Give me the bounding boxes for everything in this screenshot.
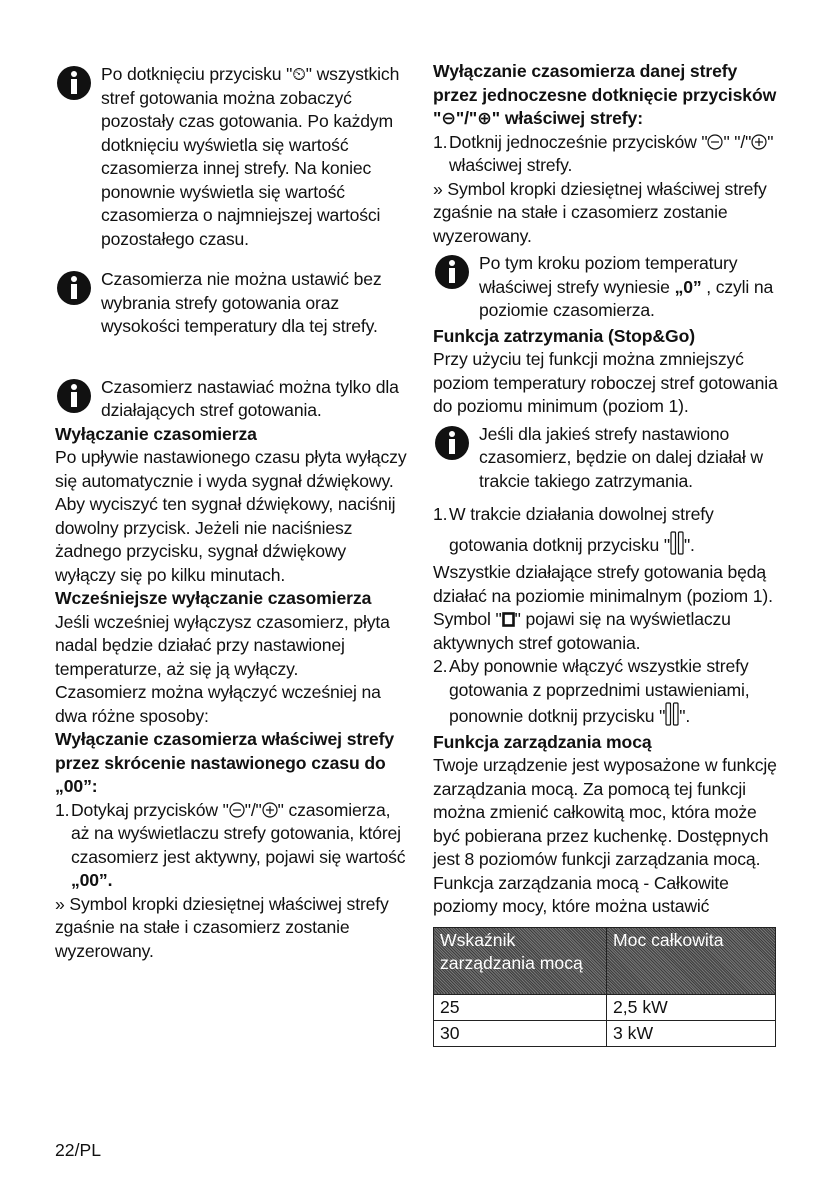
step-text: Aby ponownie włączyć wszystkie strefy gotowania z poprzednimi ustawieniami, ponownie dotknij przycisku " bbox=[449, 656, 750, 726]
step-1-shorten bbox=[55, 799, 407, 893]
power-table bbox=[433, 927, 776, 1047]
step-text: " "/" bbox=[723, 131, 752, 152]
info-icon bbox=[56, 65, 92, 101]
step-number: 2. bbox=[433, 656, 448, 676]
left-column bbox=[55, 60, 407, 963]
step-value: „00”. bbox=[71, 870, 113, 890]
heading-stop-go: Funkcja zatrzymania (Stop&Go) bbox=[433, 325, 696, 346]
minus-circle-icon bbox=[707, 134, 723, 150]
info-icon bbox=[434, 254, 470, 290]
heading-power-management: Funkcja zarządzania mocą bbox=[433, 731, 652, 752]
step-text: "/" bbox=[244, 799, 262, 820]
step-text: Dotykaj przycisków " bbox=[71, 799, 229, 820]
heading-timer-off: Wyłączanie czasomierza bbox=[55, 423, 257, 444]
table-cell: 30 bbox=[434, 1020, 607, 1046]
paragraph-power-levels: Funkcja zarządzania mocą - Całkowite poziomy mocy, które można ustawić bbox=[433, 872, 729, 916]
paragraph-part: " pojawi się na wyświetlaczu aktywnych stref gotowania. bbox=[433, 609, 731, 653]
page-number: 22/PL bbox=[55, 1140, 101, 1160]
plus-circle-icon bbox=[262, 802, 278, 818]
info-note-timer-zone bbox=[55, 268, 407, 339]
right-column bbox=[433, 60, 783, 1047]
heading-text: Wyłączanie czasomierza danej strefy przez jednoczesne dotknięcie przycisków "⊖"/"⊕" właściwej strefy: bbox=[433, 61, 777, 128]
step-1-stop-go bbox=[433, 499, 783, 561]
heading-simultaneous-touch bbox=[433, 60, 783, 131]
heading-early-off: Wcześniejsze wyłączanie czasomierza bbox=[55, 588, 372, 608]
info-note-level-zero bbox=[433, 252, 783, 323]
paragraph-part: Wszystkie działające strefy gotowania będą działać na poziomie minimalnym (poziom 1). Symbol " bbox=[433, 562, 773, 629]
info-note-timer-view bbox=[55, 63, 407, 251]
paragraph-power-management: Twoje urządzenie jest wyposażone w funkcję zarządzania mocą. Za pomocą tej funkcji można zmienić całkowitą moc, która może być pobierana przez kuchenkę. Dostępnych jest 8 poziomów funkcji zarządzania mocą. bbox=[433, 755, 777, 869]
step-number: 1. bbox=[55, 799, 70, 820]
paragraph-two-ways: Czasomierz można wyłączyć wcześniej na dwa różne sposoby: bbox=[55, 682, 381, 726]
note-text: Jeśli dla jakieś strefy nastawiono czasomierz, będzie on dalej działał w trakcie takiego zatrzymania. bbox=[479, 423, 763, 491]
paragraph-early-off: Jeśli wcześniej wyłączysz czasomierz, płyta nadal będzie działać przy nastawionej temperaturze, aż się ją wyłączy. bbox=[55, 611, 390, 679]
note-text bbox=[479, 252, 783, 323]
result-text: » Symbol kropki dziesiętnej właściwej strefy zgaśnie na stałe i czasomierz zostanie wyzerowany. bbox=[55, 893, 389, 961]
step-number: 1. bbox=[433, 131, 448, 152]
table-row bbox=[434, 1020, 776, 1046]
info-icon bbox=[434, 425, 470, 461]
note-text: Czasomierz nastawiać można tylko dla działających stref gotowania. bbox=[101, 376, 399, 420]
paragraph-min-level bbox=[433, 561, 783, 655]
note-text: Czasomierza nie można ustawić bez wybrania strefy gotowania oraz wysokości temperatury dla tej strefy. bbox=[101, 269, 382, 336]
stop-symbol-icon bbox=[502, 612, 515, 627]
info-icon bbox=[56, 270, 92, 306]
plus-circle-icon bbox=[751, 134, 767, 150]
note-text-part: , czyli na poziomie czasomierza. bbox=[479, 276, 774, 320]
table-cell: 25 bbox=[434, 994, 607, 1020]
result-text: » Symbol kropki dziesiętnej właściwej strefy zgaśnie na stałe i czasomierz zostanie wyzerowany. bbox=[433, 178, 767, 246]
minus-circle-icon bbox=[229, 802, 245, 818]
note-value: „0” bbox=[674, 276, 702, 297]
table-cell: 2,5 kW bbox=[607, 994, 776, 1020]
pause-key-icon bbox=[670, 531, 684, 555]
step-text: " właściwej strefy. bbox=[449, 131, 774, 175]
table-header-row bbox=[434, 927, 776, 994]
step-number: 1. bbox=[433, 504, 448, 524]
step-text: ". bbox=[679, 706, 691, 726]
step-text: Dotknij jednocześnie przycisków " bbox=[449, 131, 708, 152]
note-text: Po dotknięciu przycisku "⏲" wszystkich stref gotowania można zobaczyć pozostały czas gotowania. Po każdym dotknięciu wyświetla się wartość czasomierza innej strefy. Na koniec ponownie wyświetla się wartość czasomierza o najmniejszej wartości pozostałego czasu. bbox=[101, 64, 400, 249]
note-text-part: Po tym kroku poziom temperatury właściwej strefy wyniesie bbox=[479, 253, 738, 297]
step-1-simultaneous bbox=[433, 131, 783, 178]
heading-shorten-time: Wyłączanie czasomierza właściwej strefy przez skrócenie nastawionego czasu do „00”: bbox=[55, 729, 395, 796]
step-text: W trakcie działania dowolnej strefy gotowania dotknij przycisku " bbox=[449, 504, 714, 555]
info-icon bbox=[56, 378, 92, 414]
pause-key-icon bbox=[665, 702, 679, 726]
step-2-stop-go bbox=[433, 655, 783, 729]
column-header: Wskaźnik zarządzania mocą bbox=[434, 927, 607, 994]
paragraph-stop-go: Przy użyciu tej funkcji można zmniejszyć poziom temperatury roboczej stref gotowania do poziomu minimum (poziom 1). bbox=[433, 349, 778, 416]
table-cell: 3 kW bbox=[607, 1020, 776, 1046]
info-note-timer-active-zones bbox=[55, 376, 407, 423]
column-header: Moc całkowita bbox=[607, 927, 776, 994]
step-text: " czasomierza, aż na wyświetlaczu strefy gotowania, której czasomierz jest aktywny, pojawi się wartość bbox=[71, 799, 406, 867]
step-text: ". bbox=[683, 535, 695, 555]
table-row bbox=[434, 994, 776, 1020]
info-note-timer-pause bbox=[433, 423, 783, 494]
paragraph-timer-off: Po upływie nastawionego czasu płyta wyłączy się automatycznie i wyda sygnał dźwiękowy. Aby wyciszyć ten sygnał dźwiękowy, naciśnij dowolny przycisk. Jeżeli nie naciśniesz żadnego przycisku, sygnał dźwiękowy wyłączy się po kilku minutach. bbox=[55, 447, 407, 585]
